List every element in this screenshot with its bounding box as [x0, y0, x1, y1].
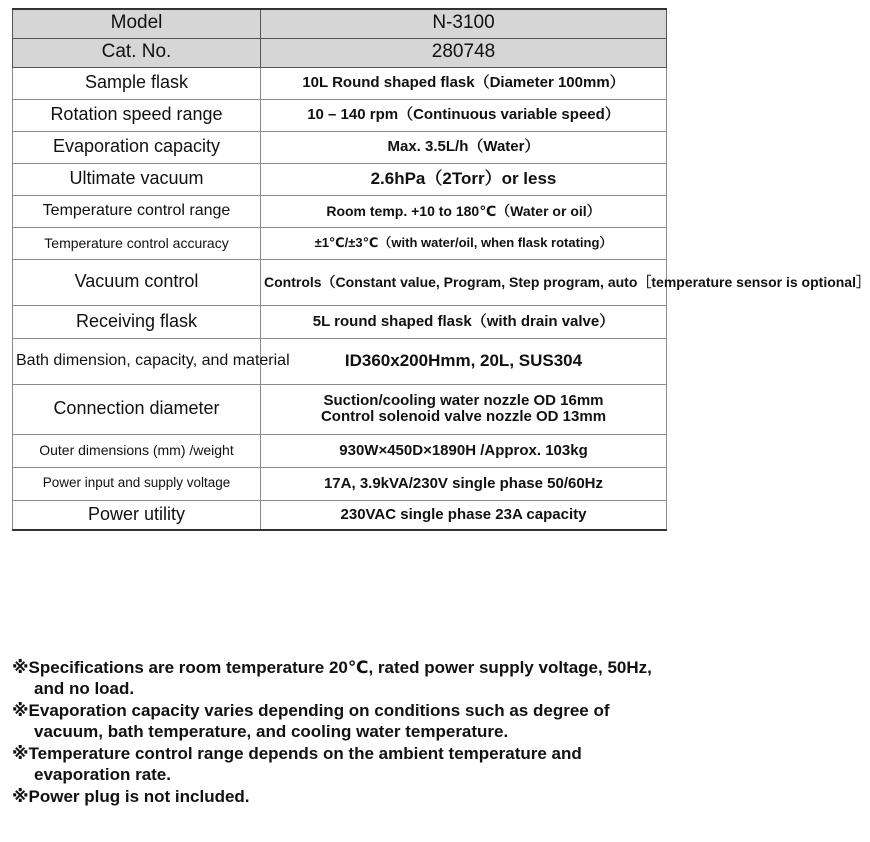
spec-label: Model: [13, 9, 261, 38]
spec-label: Power utility: [13, 500, 261, 530]
spec-value: 930W×450D×1890H /Approx. 103kg: [261, 434, 667, 467]
spec-label: Evaporation capacity: [13, 131, 261, 163]
table-row: [13, 9, 667, 38]
spec-value: 5L round shaped flask（with drain valve）: [261, 305, 667, 338]
spec-value: Room temp. +10 to 180℃（Water or oil）: [261, 195, 667, 227]
spec-table: [12, 8, 870, 531]
table-row: [13, 67, 667, 99]
table-row: [13, 305, 667, 338]
table-row: [13, 163, 667, 195]
table-row: [13, 195, 667, 227]
footnotes: [12, 657, 672, 808]
spec-value: ID360x200Hmm, 20L, SUS304: [261, 338, 667, 384]
spec-value: Suction/cooling water nozzle OD 16mm Control solenoid valve nozzle OD 13mm: [261, 384, 667, 434]
spec-value: 2.6hPa（2Torr）or less: [261, 163, 667, 195]
spec-value: 230VAC single phase 23A capacity: [261, 500, 667, 530]
table-row: [13, 434, 667, 467]
spec-label: Connection diameter: [13, 384, 261, 434]
spec-label: Rotation speed range: [13, 99, 261, 131]
spec-label: Receiving flask: [13, 305, 261, 338]
spec-label: Sample flask: [13, 67, 261, 99]
table-row: [13, 99, 667, 131]
table-row: [13, 131, 667, 163]
table-row: [13, 467, 667, 500]
spec-value: Max. 3.5L/h（Water）: [261, 131, 667, 163]
spec-value: 10 – 140 rpm（Continuous variable speed）: [261, 99, 667, 131]
spec-label: Temperature control range: [13, 195, 261, 227]
spec-label: Ultimate vacuum: [13, 163, 261, 195]
spec-label: Bath dimension, capacity, and material: [13, 338, 261, 384]
footnote: ※Evaporation capacity varies depending on conditions such as degree of vacuum, bath temperature, and cooling water temperature.: [12, 701, 610, 741]
footnote: ※Specifications are room temperature 20℃, rated power supply voltage, 50Hz, and no load.: [12, 658, 652, 698]
table-row: [13, 227, 667, 259]
spec-value: ±1℃/±3℃（with water/oil, when flask rotating）: [261, 227, 667, 259]
spec-label: Temperature control accuracy: [13, 227, 261, 259]
table-row: [13, 38, 667, 67]
table-row: [13, 338, 667, 384]
footnote: ※Temperature control range depends on the ambient temperature and evaporation rate.: [12, 744, 582, 784]
spec-label: Cat. No.: [13, 38, 261, 67]
table-row: [13, 500, 667, 530]
table-row: [13, 259, 667, 305]
table-row: [13, 384, 667, 434]
spec-value: 10L Round shaped flask（Diameter 100mm）: [261, 67, 667, 99]
spec-value: 280748: [261, 38, 667, 67]
spec-label: Vacuum control: [13, 259, 261, 305]
spec-label: Outer dimensions (mm) /weight: [13, 434, 261, 467]
spec-value: 17A, 3.9kVA/230V single phase 50/60Hz: [261, 467, 667, 500]
spec-value: Controls（Constant value, Program, Step program, auto［temperature sensor is optional］: [261, 259, 667, 305]
footnote: ※Power plug is not included.: [12, 787, 250, 806]
spec-value: N-3100: [261, 9, 667, 38]
spec-label: Power input and supply voltage: [13, 467, 261, 500]
